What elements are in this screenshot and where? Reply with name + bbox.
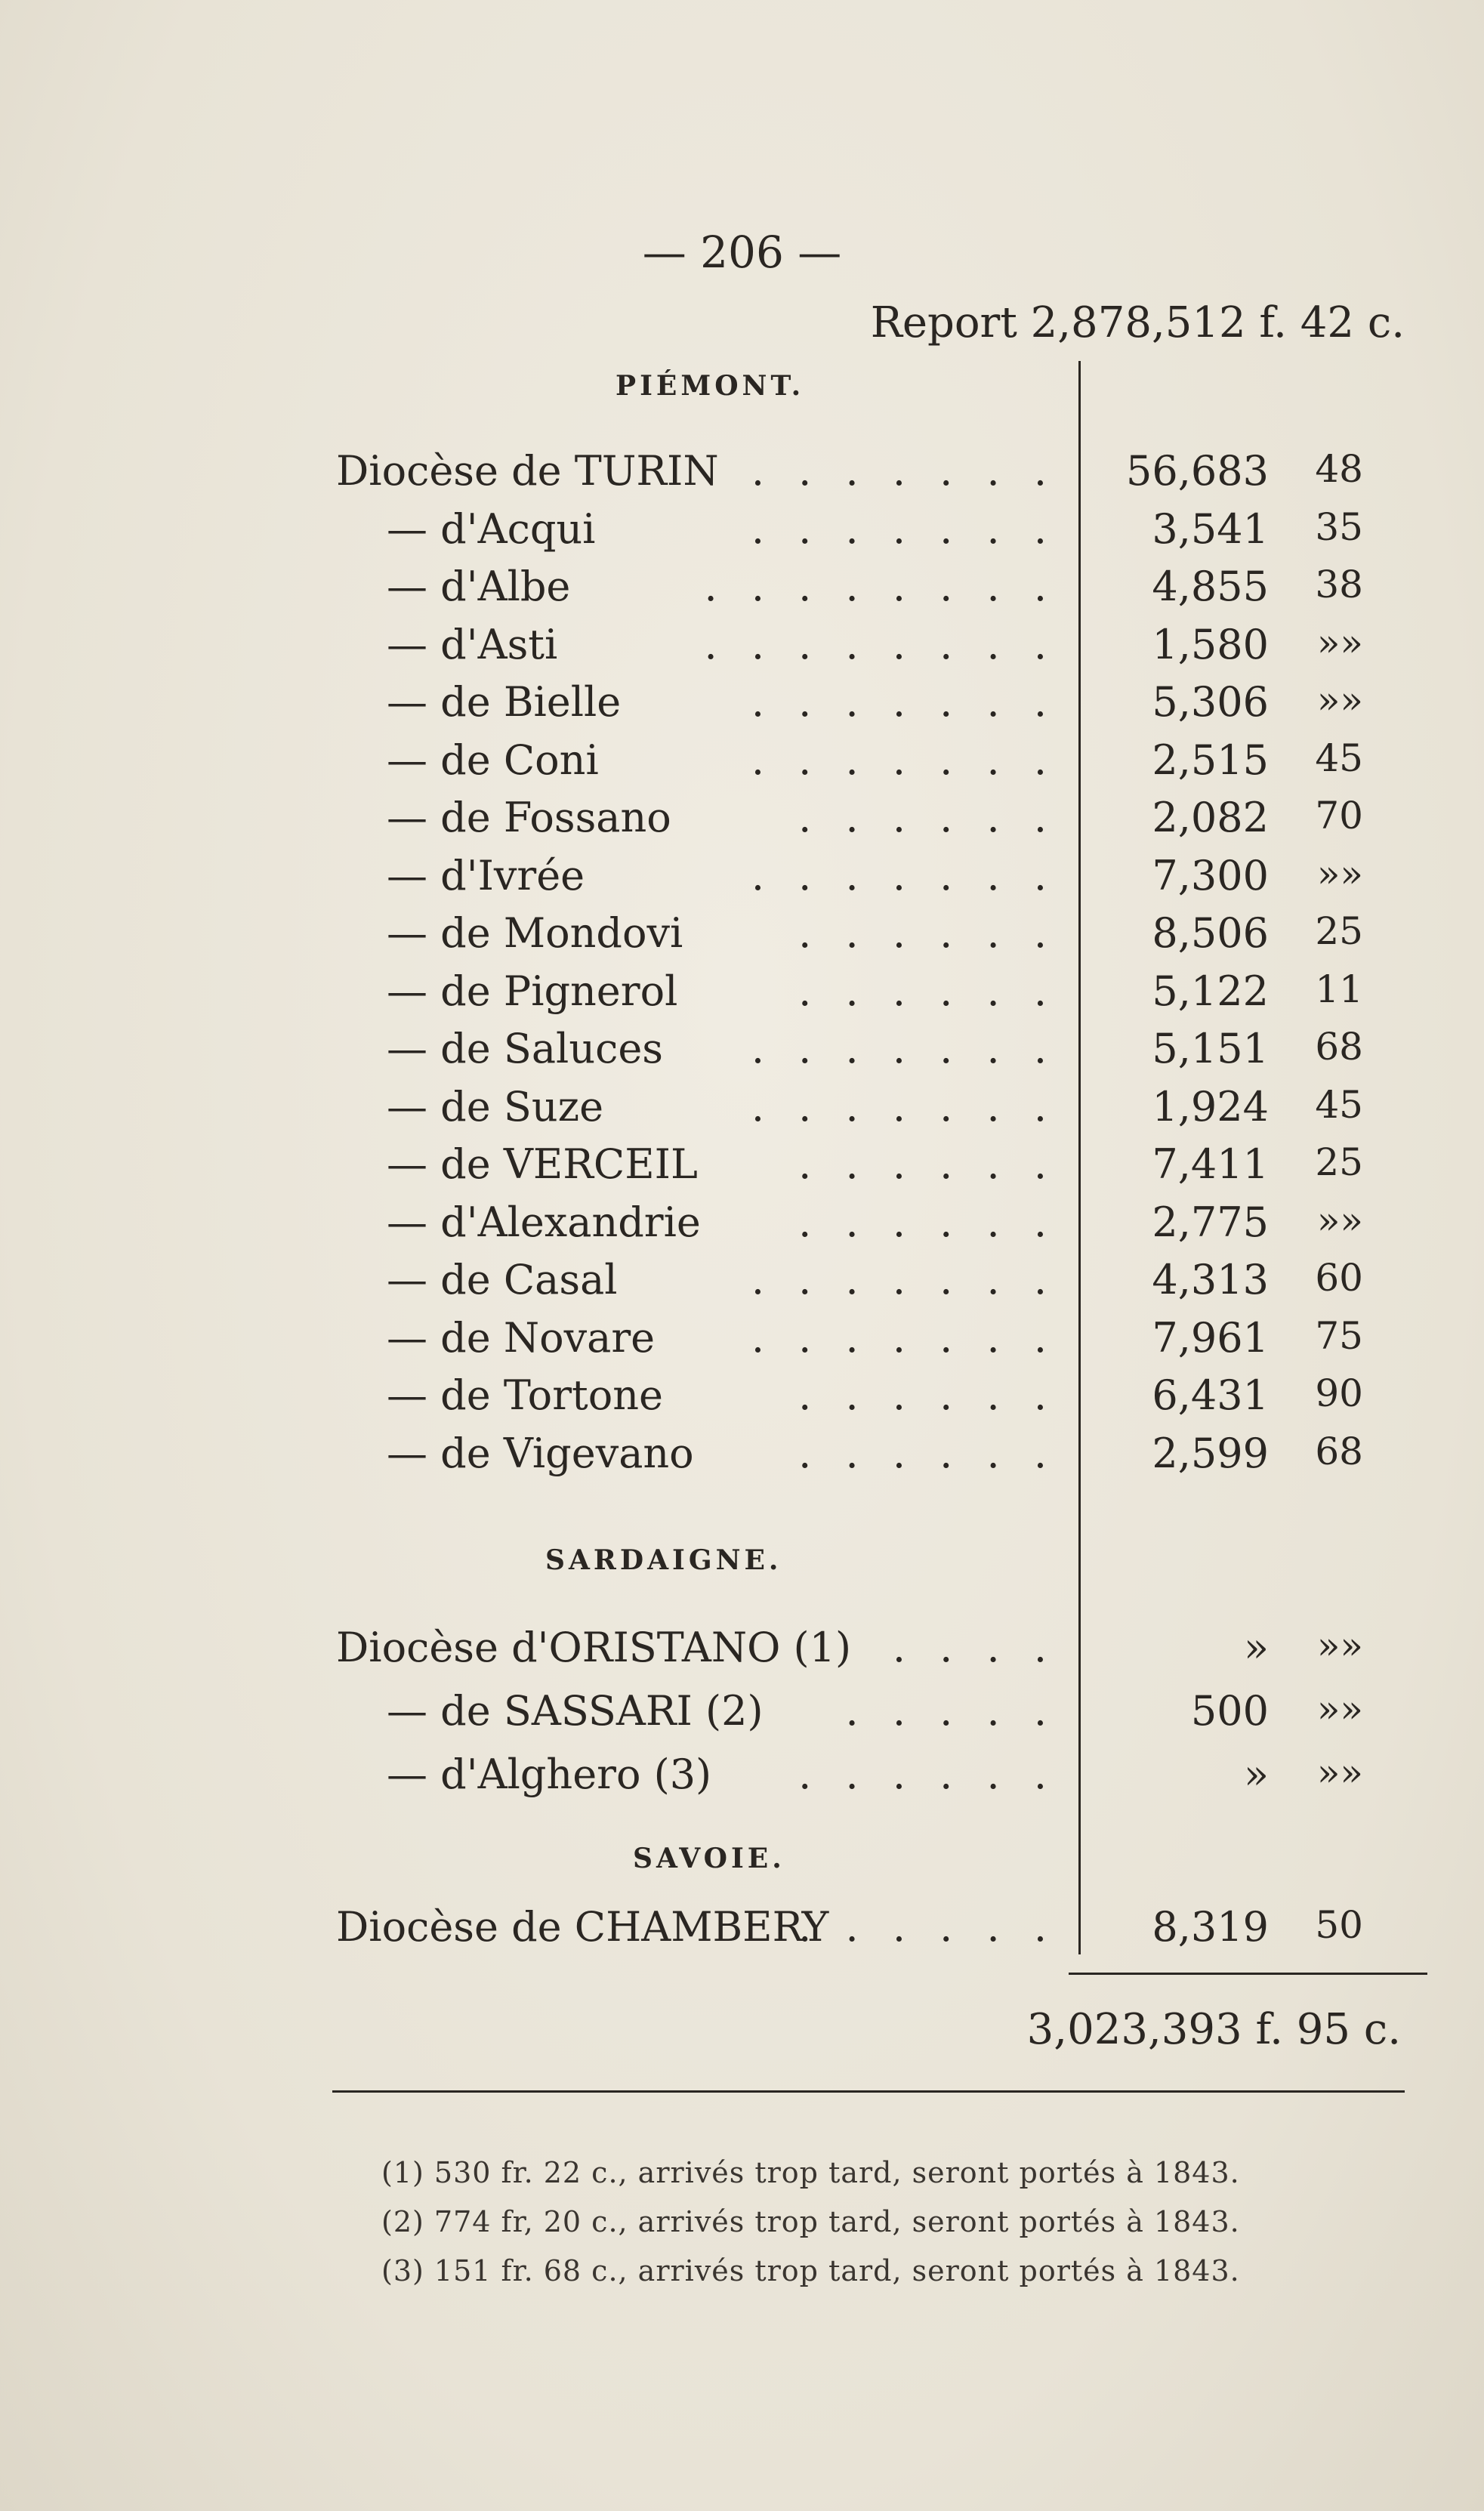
leader-dots: . . . . . . bbox=[798, 1371, 1057, 1419]
amount-centimes: 11 bbox=[1315, 967, 1363, 1011]
diocese-name: Diocèse de CHAMBERY bbox=[336, 1903, 829, 1951]
table-row bbox=[0, 563, 1484, 615]
amount-francs: 6,431 bbox=[1152, 1371, 1269, 1419]
diocese-name: — de Casal bbox=[387, 1256, 618, 1303]
diocese-name: — de Bielle bbox=[387, 678, 622, 726]
leader-dots: . . . . . . . . bbox=[704, 563, 1057, 610]
leader-dots: . . . . bbox=[892, 1624, 1057, 1671]
table-row bbox=[0, 1751, 1484, 1803]
amount-francs: 56,683 bbox=[1126, 447, 1269, 495]
diocese-name: — de Tortone bbox=[387, 1371, 663, 1419]
amount-centimes: 60 bbox=[1315, 1256, 1363, 1300]
amount-centimes: 75 bbox=[1315, 1313, 1363, 1358]
amount-centimes: »» bbox=[1316, 1198, 1363, 1242]
table-row bbox=[0, 1371, 1484, 1424]
amount-francs: 7,961 bbox=[1152, 1313, 1269, 1362]
amount-centimes: 50 bbox=[1315, 1903, 1363, 1947]
leader-dots: . . . . . . bbox=[798, 794, 1057, 841]
amount-centimes: 25 bbox=[1315, 909, 1363, 953]
diocese-name: — d'Ivrée bbox=[387, 851, 585, 899]
footnote-3: (3) 151 fr. 68 c., arrivés trop tard, seront portés à 1843. bbox=[381, 2254, 1240, 2287]
table-row bbox=[0, 1430, 1484, 1482]
amount-francs: » bbox=[1243, 1751, 1269, 1798]
amount-francs: 8,319 bbox=[1152, 1903, 1269, 1951]
amount-francs: 5,306 bbox=[1152, 678, 1269, 726]
amount-centimes: 68 bbox=[1315, 1025, 1363, 1069]
amount-francs: 4,313 bbox=[1152, 1256, 1269, 1303]
section-title-savoie: SAVOIE. bbox=[633, 1843, 785, 1874]
leader-dots: . . . . . . bbox=[798, 909, 1057, 957]
leader-dots: . . . . . . . bbox=[751, 1313, 1057, 1362]
table-row bbox=[0, 621, 1484, 674]
leader-dots: . . . . . . . bbox=[751, 1025, 1057, 1072]
leader-dots: . . . . . . . bbox=[751, 504, 1057, 553]
amount-centimes: »» bbox=[1316, 1624, 1363, 1667]
diocese-name: — de Vigevano bbox=[387, 1429, 694, 1477]
leader-dots: . . . . . . bbox=[798, 1903, 1057, 1951]
table-row bbox=[0, 1624, 1484, 1677]
diocese-name: — d'Alexandrie bbox=[387, 1198, 701, 1246]
leader-dots: . . . . . . bbox=[798, 967, 1057, 1015]
diocese-name: — de Mondovi bbox=[387, 909, 683, 957]
table-row bbox=[0, 505, 1484, 558]
footnote-2: (2) 774 fr, 20 c., arrivés trop tard, seront portés à 1843. bbox=[381, 2205, 1240, 2238]
table-row bbox=[0, 678, 1484, 731]
total-line: 3,023,393 f. 95 c. bbox=[1026, 2005, 1401, 2054]
amount-centimes: »» bbox=[1316, 1751, 1363, 1794]
amount-francs: 2,082 bbox=[1152, 794, 1269, 841]
table-row bbox=[0, 852, 1484, 905]
amount-centimes: »» bbox=[1316, 1687, 1363, 1731]
table-row bbox=[0, 1314, 1484, 1367]
page-number: — 206 — bbox=[642, 227, 842, 278]
amount-centimes: 25 bbox=[1315, 1140, 1363, 1184]
amount-centimes: 70 bbox=[1315, 794, 1363, 838]
diocese-name: — de VERCEIL bbox=[387, 1140, 698, 1188]
amount-francs: 7,411 bbox=[1152, 1140, 1269, 1188]
amount-centimes: »» bbox=[1316, 851, 1363, 896]
leader-dots: . . . . . . . bbox=[751, 447, 1057, 495]
leader-dots: . . . . . bbox=[845, 1687, 1057, 1735]
table-row bbox=[0, 447, 1484, 500]
diocese-name: Diocèse de TURIN bbox=[336, 447, 719, 495]
table-row bbox=[0, 1903, 1484, 1956]
table-row bbox=[0, 1083, 1484, 1136]
amount-francs: 3,541 bbox=[1152, 504, 1269, 553]
table-row bbox=[0, 1256, 1484, 1309]
leader-dots: . . . . . . . . bbox=[704, 620, 1057, 668]
amount-centimes: 68 bbox=[1315, 1429, 1363, 1473]
diocese-name: — de Saluces bbox=[387, 1025, 664, 1072]
amount-francs: 1,580 bbox=[1152, 620, 1269, 668]
table-row bbox=[0, 1198, 1484, 1251]
report-line: Report 2,878,512 f. 42 c. bbox=[870, 298, 1405, 347]
table-row bbox=[0, 967, 1484, 1020]
amount-francs: 7,300 bbox=[1152, 851, 1269, 899]
diocese-name: — de Fossano bbox=[387, 794, 671, 841]
amount-francs: 1,924 bbox=[1152, 1082, 1269, 1131]
diocese-name: — de Novare bbox=[387, 1313, 656, 1362]
footnote-separator bbox=[332, 2090, 1405, 2093]
amount-centimes: »» bbox=[1316, 620, 1363, 665]
leader-dots: . . . . . . bbox=[798, 1198, 1057, 1246]
diocese-name: — de Pignerol bbox=[387, 967, 678, 1015]
amount-francs: 5,151 bbox=[1152, 1025, 1269, 1072]
amount-francs: 2,599 bbox=[1152, 1429, 1269, 1477]
leader-dots: . . . . . . bbox=[798, 1429, 1057, 1477]
footnote-1: (1) 530 fr. 22 c., arrivés trop tard, seront portés à 1843. bbox=[381, 2156, 1240, 2189]
diocese-name: — d'Acqui bbox=[387, 504, 596, 553]
leader-dots: . . . . . . . bbox=[751, 1082, 1057, 1131]
amount-francs: 8,506 bbox=[1152, 909, 1269, 957]
amount-francs: 5,122 bbox=[1152, 967, 1269, 1015]
total-rule bbox=[1069, 1973, 1427, 1975]
diocese-name: Diocèse d'ORISTANO (1) bbox=[336, 1624, 852, 1671]
amount-centimes: 38 bbox=[1315, 563, 1363, 606]
amount-francs: 4,855 bbox=[1152, 563, 1269, 610]
amount-centimes: 35 bbox=[1315, 504, 1363, 549]
amount-centimes: 45 bbox=[1315, 736, 1363, 780]
table-row bbox=[0, 1687, 1484, 1740]
diocese-name: — d'Alghero (3) bbox=[387, 1751, 712, 1798]
diocese-name: — de SASSARI (2) bbox=[387, 1687, 764, 1735]
leader-dots: . . . . . . . bbox=[751, 1256, 1057, 1303]
diocese-name: — de Coni bbox=[387, 736, 599, 784]
amount-centimes: 90 bbox=[1315, 1371, 1363, 1415]
diocese-name: — d'Asti bbox=[387, 620, 558, 668]
amount-francs: 2,515 bbox=[1152, 736, 1269, 784]
diocese-name: — de Suze bbox=[387, 1082, 604, 1131]
leader-dots: . . . . . . . bbox=[751, 678, 1057, 726]
amount-francs: 500 bbox=[1190, 1687, 1269, 1735]
amount-centimes: 45 bbox=[1315, 1082, 1363, 1127]
amount-centimes: »» bbox=[1316, 678, 1363, 722]
leader-dots: . . . . . . bbox=[798, 1140, 1057, 1188]
amount-francs: » bbox=[1243, 1624, 1269, 1671]
diocese-name: — d'Albe bbox=[387, 563, 571, 610]
table-row bbox=[0, 1025, 1484, 1078]
leader-dots: . . . . . . bbox=[798, 1751, 1057, 1798]
table-row bbox=[0, 1140, 1484, 1193]
leader-dots: . . . . . . . bbox=[751, 851, 1057, 899]
section-title-sardaigne: SARDAIGNE. bbox=[545, 1544, 782, 1576]
amount-francs: 2,775 bbox=[1152, 1198, 1269, 1246]
leader-dots: . . . . . . . bbox=[751, 736, 1057, 784]
table-row bbox=[0, 794, 1484, 847]
section-title-piemont: PIÉMONT. bbox=[616, 370, 805, 402]
table-row bbox=[0, 909, 1484, 962]
table-row bbox=[0, 736, 1484, 789]
amount-centimes: 48 bbox=[1315, 447, 1363, 491]
